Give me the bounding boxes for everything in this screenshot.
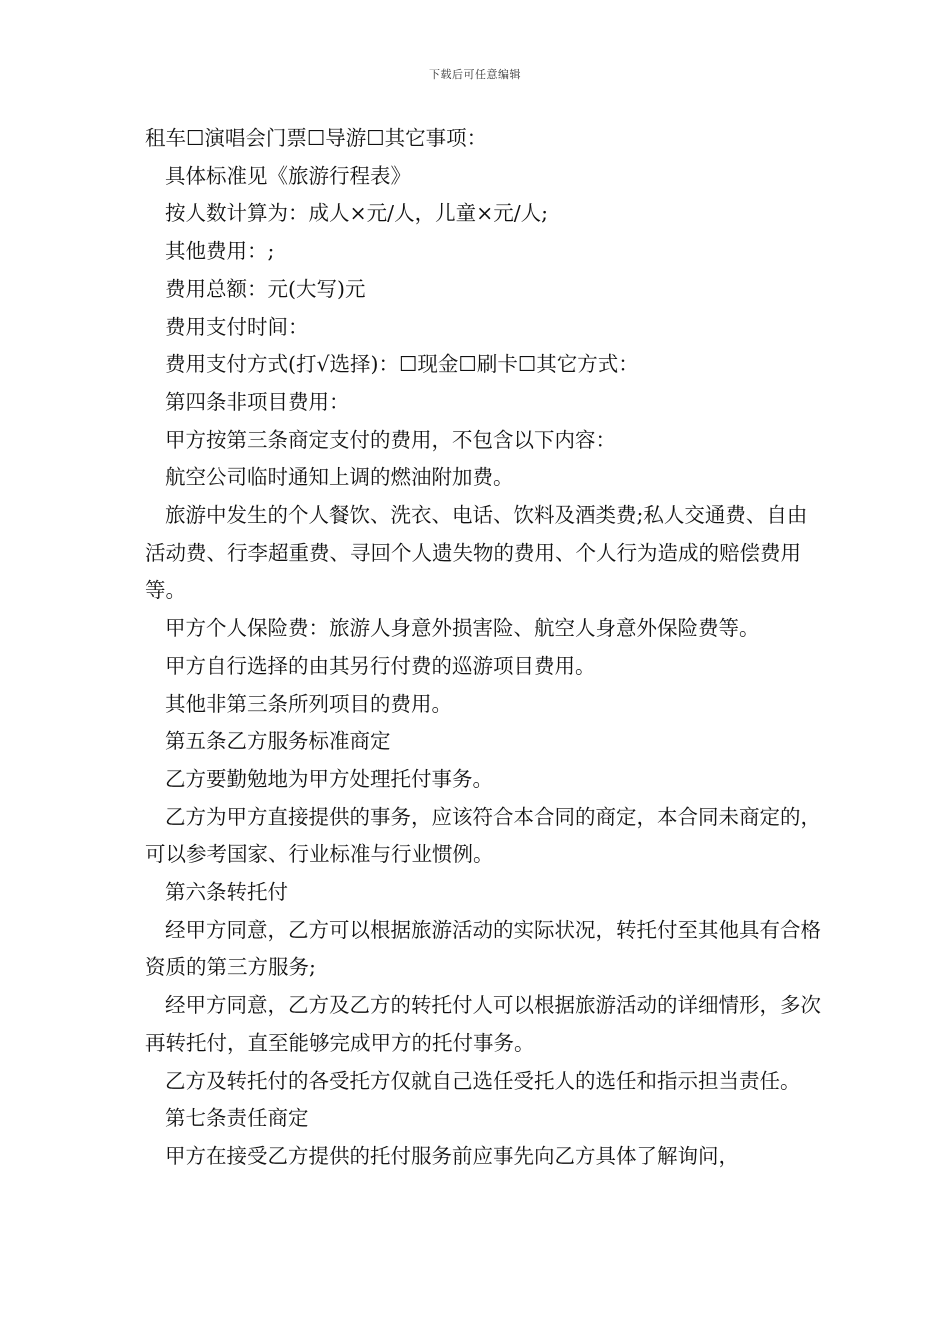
paragraph-11: 旅游中发生的个人餐饮、洗衣、电话、饮料及酒类费;私人交通费、自由活动费、行李超重费、寻回个人遗失物的费用、个人行为造成的赔偿费用等。 bbox=[145, 503, 808, 603]
section-heading-article-6: 第六条转托付 bbox=[165, 880, 288, 905]
section-heading-article-4: 第四条非项目费用： bbox=[165, 389, 350, 414]
paragraph-2: 具体标准见《旅游行程表》 bbox=[165, 163, 411, 188]
paragraph-6: 费用支付时间： bbox=[165, 314, 309, 339]
section-heading-article-7: 第七条责任商定 bbox=[165, 1106, 309, 1131]
paragraph-4: 其他费用：; bbox=[165, 239, 275, 264]
paragraph-5: 费用总额：元(大写)元 bbox=[165, 276, 366, 301]
paragraph-9: 甲方按第三条商定支付的费用，不包含以下内容： bbox=[165, 427, 616, 452]
paragraph-3: 按人数计算为：成人×元/人，儿童×元/人; bbox=[165, 201, 549, 226]
section-heading-article-5: 第五条乙方服务标准商定 bbox=[165, 729, 391, 754]
paragraph-13: 甲方自行选择的由其另行付费的巡游项目费用。 bbox=[165, 653, 596, 678]
paragraph-7: 费用支付方式(打√选择)：☐现金☐刷卡☐其它方式： bbox=[165, 352, 639, 377]
document-body bbox=[145, 120, 825, 1176]
paragraph-23: 甲方在接受乙方提供的托付服务前应事先向乙方具体了解询问， bbox=[165, 1143, 739, 1168]
page-header-note: 下载后可任意编辑 bbox=[429, 68, 521, 81]
paragraph-17: 乙方为甲方直接提供的事务，应该符合本合同的商定，本合同未商定的，可以参考国家、行业标准与行业惯例。 bbox=[145, 804, 821, 867]
paragraph-20: 经甲方同意，乙方及乙方的转托付人可以根据旅游活动的详细情形，多次再转托付，直至能够完成甲方的托付事务。 bbox=[145, 993, 821, 1055]
paragraph-21: 乙方及转托付的各受托方仅就自己选任受托人的选任和指示担当责任。 bbox=[165, 1068, 801, 1093]
paragraph-19: 经甲方同意，乙方可以根据旅游活动的实际状况，转托付至其他具有合格资质的第三方服务; bbox=[145, 917, 821, 980]
paragraph-16: 乙方要勤勉地为甲方处理托付事务。 bbox=[165, 766, 493, 791]
paragraph-1: 租车☐演唱会门票☐导游☐其它事项： bbox=[145, 126, 488, 150]
paragraph-12: 甲方个人保险费：旅游人身意外损害险、航空人身意外保险费等。 bbox=[165, 616, 760, 641]
paragraph-10: 航空公司临时通知上调的燃油附加费。 bbox=[165, 465, 514, 490]
paragraph-14: 其他非第三条所列项目的费用。 bbox=[165, 691, 452, 716]
